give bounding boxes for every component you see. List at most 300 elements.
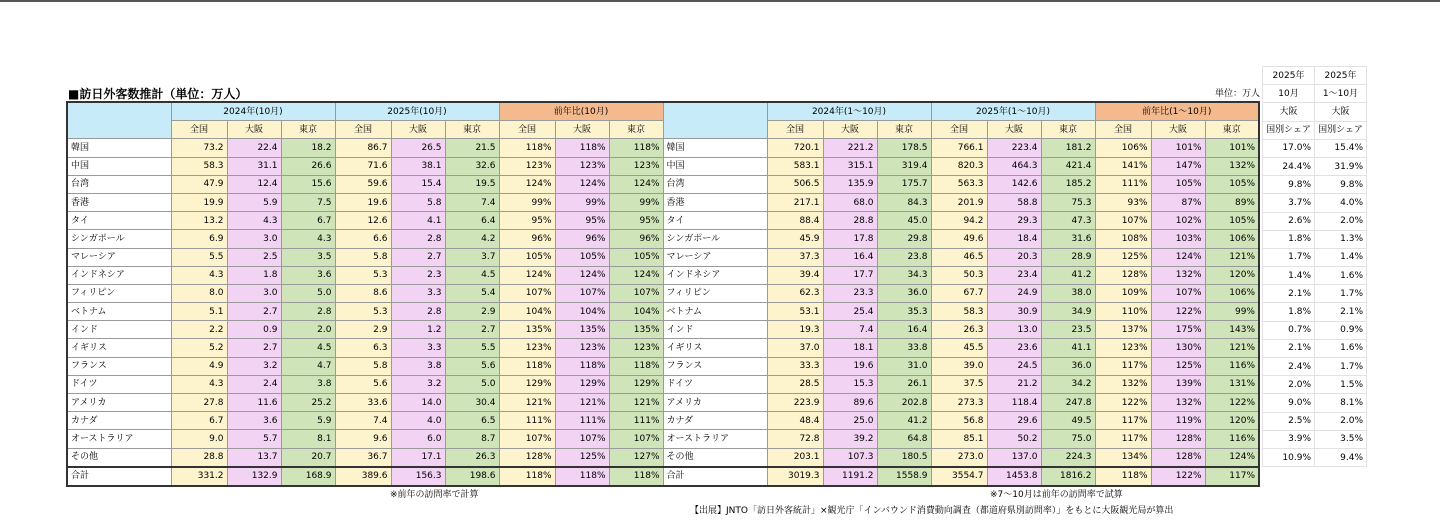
value-cell: 25.0 [823, 412, 877, 430]
value-cell: 26.5 [391, 139, 445, 157]
value-cell: 7.4 [335, 412, 391, 430]
share-cell: 2.1% [1315, 303, 1367, 321]
value-cell: 5.0 [445, 375, 499, 393]
country-name: イギリス [67, 339, 171, 357]
value-cell: 118% [1095, 467, 1151, 486]
share-cell: 24.4% [1263, 157, 1315, 175]
value-cell: 5.5 [445, 339, 499, 357]
share-row [1263, 176, 1367, 194]
value-cell: 5.8 [391, 193, 445, 211]
table-row [67, 230, 1259, 248]
value-cell: 132% [1151, 266, 1205, 284]
value-cell: 38.0 [1041, 284, 1095, 302]
table-row [67, 175, 1259, 193]
value-cell: 73.2 [171, 139, 227, 157]
value-cell: 95% [499, 212, 555, 230]
value-cell: 0.9 [227, 321, 281, 339]
value-cell: 5.3 [335, 266, 391, 284]
top-border-line [0, 0, 1440, 2]
country-name: アメリカ [67, 394, 171, 412]
value-cell: 53.1 [767, 303, 823, 321]
value-cell: 106% [1205, 230, 1259, 248]
share-cell: 9.0% [1263, 394, 1315, 412]
value-cell: 5.6 [445, 357, 499, 375]
value-cell: 117% [1095, 430, 1151, 448]
value-cell: 4.3 [171, 266, 227, 284]
value-cell: 25.2 [281, 394, 335, 412]
value-cell: 19.9 [171, 193, 227, 211]
country-name: インドネシア [67, 266, 171, 284]
share-row [1263, 285, 1367, 303]
value-cell: 105% [609, 248, 663, 266]
value-cell: 105% [1205, 175, 1259, 193]
value-cell: 5.8 [335, 248, 391, 266]
value-cell: 1558.9 [877, 467, 931, 486]
country-name: その他 [663, 448, 767, 467]
country-name: イギリス [663, 339, 767, 357]
value-cell: 223.4 [987, 139, 1041, 157]
value-cell: 121% [609, 394, 663, 412]
share-row [1263, 230, 1367, 248]
country-name: マレーシア [663, 248, 767, 266]
value-cell: 3.6 [281, 266, 335, 284]
value-cell: 3.5 [281, 248, 335, 266]
value-cell: 123% [499, 339, 555, 357]
country-name: 香港 [663, 193, 767, 211]
region-header: 東京 [281, 121, 335, 139]
value-cell: 68.0 [823, 193, 877, 211]
value-cell: 31.6 [1041, 230, 1095, 248]
value-cell: 41.2 [877, 412, 931, 430]
share-label-ytd: 国別シェア [1315, 121, 1367, 139]
value-cell: 29.8 [877, 230, 931, 248]
value-cell: 4.0 [391, 412, 445, 430]
value-cell: 128% [1151, 430, 1205, 448]
value-cell: 95% [555, 212, 609, 230]
value-cell: 118% [555, 139, 609, 157]
share-cell: 1.8% [1263, 230, 1315, 248]
value-cell: 14.0 [391, 394, 445, 412]
value-cell: 21.5 [445, 139, 499, 157]
value-cell: 26.3 [445, 448, 499, 467]
table-row [67, 339, 1259, 357]
value-cell: 15.6 [281, 175, 335, 193]
value-cell: 28.9 [1041, 248, 1095, 266]
value-cell: 107% [609, 284, 663, 302]
header-2024-ytd: 2024年(1～10月) [767, 102, 931, 121]
value-cell: 121% [499, 394, 555, 412]
value-cell: 7.4 [823, 321, 877, 339]
value-cell: 19.5 [445, 175, 499, 193]
country-name: インド [67, 321, 171, 339]
value-cell: 131% [1205, 375, 1259, 393]
value-cell: 5.3 [335, 303, 391, 321]
value-cell: 89% [1205, 193, 1259, 211]
value-cell: 19.3 [767, 321, 823, 339]
value-cell: 24.9 [987, 284, 1041, 302]
value-cell: 1.2 [391, 321, 445, 339]
value-cell: 1453.8 [987, 467, 1041, 486]
value-cell: 105% [555, 248, 609, 266]
value-cell: 33.3 [767, 357, 823, 375]
value-cell: 89.6 [823, 394, 877, 412]
value-cell: 84.3 [877, 193, 931, 211]
share-cell: 2.0% [1315, 412, 1367, 430]
value-cell: 107% [499, 284, 555, 302]
value-cell: 111% [1095, 175, 1151, 193]
value-cell: 47.3 [1041, 212, 1095, 230]
value-cell: 137% [1095, 321, 1151, 339]
value-cell: 180.5 [877, 448, 931, 467]
value-cell: 120% [1205, 266, 1259, 284]
share-row [1263, 376, 1367, 394]
value-cell: 2.0 [281, 321, 335, 339]
value-cell: 143% [1205, 321, 1259, 339]
value-cell: 99% [499, 193, 555, 211]
value-cell: 273.0 [931, 448, 987, 467]
region-header: 東京 [445, 121, 499, 139]
value-cell: 123% [555, 339, 609, 357]
share-row [1263, 139, 1367, 157]
value-cell: 99% [555, 193, 609, 211]
share-cell: 1.7% [1315, 285, 1367, 303]
value-cell: 22.4 [227, 139, 281, 157]
value-cell: 128% [1151, 448, 1205, 467]
table-row [67, 157, 1259, 175]
country-name: 合計 [663, 467, 767, 486]
value-cell: 111% [499, 412, 555, 430]
value-cell: 58.8 [987, 193, 1041, 211]
value-cell: 2.7 [391, 248, 445, 266]
country-name: 韓国 [67, 139, 171, 157]
note-right: ※7～10月は前年の訪問率で試算 [990, 490, 1123, 500]
value-cell: 13.2 [171, 212, 227, 230]
value-cell: 102% [1151, 212, 1205, 230]
share-header-period [1263, 85, 1367, 103]
value-cell: 13.0 [987, 321, 1041, 339]
country-name: フィリピン [67, 284, 171, 302]
value-cell: 20.7 [281, 448, 335, 467]
value-cell: 123% [1095, 339, 1151, 357]
value-cell: 36.0 [877, 284, 931, 302]
visitor-estimate-table [66, 101, 1260, 487]
value-cell: 1816.2 [1041, 467, 1095, 486]
value-cell: 62.3 [767, 284, 823, 302]
share-row [1263, 212, 1367, 230]
value-cell: 122% [1095, 394, 1151, 412]
value-cell: 33.8 [877, 339, 931, 357]
value-cell: 17.1 [391, 448, 445, 467]
value-cell: 111% [609, 412, 663, 430]
value-cell: 15.3 [823, 375, 877, 393]
table-row [67, 394, 1259, 412]
share-cell: 17.0% [1263, 139, 1315, 157]
region-header: 全国 [931, 121, 987, 139]
share-label-month: 国別シェア [1263, 121, 1315, 139]
region-header: 大阪 [555, 121, 609, 139]
value-cell: 24.5 [987, 357, 1041, 375]
share-cell: 2.5% [1263, 412, 1315, 430]
value-cell: 18.4 [987, 230, 1041, 248]
value-cell: 6.9 [171, 230, 227, 248]
country-name: その他 [67, 448, 171, 467]
share-cell: 2.6% [1263, 212, 1315, 230]
value-cell: 124% [1151, 248, 1205, 266]
value-cell: 49.6 [931, 230, 987, 248]
value-cell: 118% [609, 357, 663, 375]
value-cell: 129% [609, 375, 663, 393]
share-cell: 2.0% [1315, 212, 1367, 230]
share-row [1263, 303, 1367, 321]
value-cell: 583.1 [767, 157, 823, 175]
share-cell: 0.9% [1315, 321, 1367, 339]
value-cell: 123% [609, 339, 663, 357]
country-name: カナダ [663, 412, 767, 430]
value-cell: 8.7 [445, 430, 499, 448]
value-cell: 121% [555, 394, 609, 412]
share-cell: 2.1% [1263, 339, 1315, 357]
value-cell: 31.0 [877, 357, 931, 375]
value-cell: 7.4 [445, 193, 499, 211]
share-cell: 1.5% [1315, 376, 1367, 394]
value-cell: 96% [609, 230, 663, 248]
value-cell: 137.0 [987, 448, 1041, 467]
value-cell: 125% [1151, 357, 1205, 375]
value-cell: 18.1 [823, 339, 877, 357]
value-cell: 223.9 [767, 394, 823, 412]
country-name: オーストラリア [67, 430, 171, 448]
value-cell: 88.4 [767, 212, 823, 230]
value-cell: 185.2 [1041, 175, 1095, 193]
value-cell: 29.3 [987, 212, 1041, 230]
value-cell: 506.5 [767, 175, 823, 193]
value-cell: 107.3 [823, 448, 877, 467]
table-row [67, 448, 1259, 467]
value-cell: 2.9 [335, 321, 391, 339]
note-left: ※前年の訪問率で計算 [390, 490, 479, 500]
table-row [67, 412, 1259, 430]
share-year-month: 2025年 [1263, 67, 1315, 85]
value-cell: 99% [609, 193, 663, 211]
value-cell: 3.0 [227, 284, 281, 302]
value-cell: 47.9 [171, 175, 227, 193]
value-cell: 107% [555, 284, 609, 302]
value-cell: 141% [1095, 157, 1151, 175]
value-cell: 96% [555, 230, 609, 248]
value-cell: 2.5 [227, 248, 281, 266]
region-header: 全国 [171, 121, 227, 139]
table-row [67, 321, 1259, 339]
value-cell: 104% [555, 303, 609, 321]
value-cell: 124% [555, 175, 609, 193]
value-cell: 104% [609, 303, 663, 321]
country-name: 中国 [67, 157, 171, 175]
unit-label: 単位：万人 [1214, 89, 1260, 99]
share-row [1263, 448, 1367, 466]
value-cell: 4.9 [171, 357, 227, 375]
value-cell: 121% [1205, 248, 1259, 266]
value-cell: 3.0 [227, 230, 281, 248]
country-header-right [663, 102, 767, 139]
value-cell: 23.6 [987, 339, 1041, 357]
share-header-year [1263, 67, 1367, 85]
value-cell: 4.2 [445, 230, 499, 248]
value-cell: 7.5 [281, 193, 335, 211]
value-cell: 8.1 [281, 430, 335, 448]
share-region-ytd: 大阪 [1315, 103, 1367, 121]
share-row [1263, 412, 1367, 430]
value-cell: 25.4 [823, 303, 877, 321]
share-cell: 1.4% [1315, 248, 1367, 266]
value-cell: 21.2 [987, 375, 1041, 393]
total-row [67, 467, 1259, 486]
value-cell: 9.6 [335, 430, 391, 448]
value-cell: 49.5 [1041, 412, 1095, 430]
value-cell: 101% [1205, 139, 1259, 157]
value-cell: 16.4 [877, 321, 931, 339]
country-name: ベトナム [663, 303, 767, 321]
share-cell: 15.4% [1315, 139, 1367, 157]
share-cell: 2.0% [1263, 376, 1315, 394]
value-cell: 3019.3 [767, 467, 823, 486]
value-cell: 3.8 [391, 357, 445, 375]
value-cell: 119% [1151, 412, 1205, 430]
share-row [1263, 157, 1367, 175]
value-cell: 2.2 [171, 321, 227, 339]
share-cell: 8.1% [1315, 394, 1367, 412]
value-cell: 34.9 [1041, 303, 1095, 321]
value-cell: 156.3 [391, 467, 445, 486]
value-cell: 118% [499, 139, 555, 157]
value-cell: 117% [1095, 357, 1151, 375]
value-cell: 36.0 [1041, 357, 1095, 375]
value-cell: 34.3 [877, 266, 931, 284]
value-cell: 124% [555, 266, 609, 284]
share-cell: 3.7% [1263, 194, 1315, 212]
share-row [1263, 339, 1367, 357]
value-cell: 123% [499, 157, 555, 175]
value-cell: 6.0 [391, 430, 445, 448]
value-cell: 4.5 [281, 339, 335, 357]
value-cell: 3.3 [391, 284, 445, 302]
share-cell: 3.5% [1315, 430, 1367, 448]
value-cell: 23.5 [1041, 321, 1095, 339]
value-cell: 28.5 [767, 375, 823, 393]
region-header: 東京 [609, 121, 663, 139]
table-body [67, 139, 1259, 486]
value-cell: 118% [555, 467, 609, 486]
value-cell: 128% [1095, 266, 1151, 284]
value-cell: 2.4 [227, 375, 281, 393]
value-cell: 107% [555, 430, 609, 448]
value-cell: 128% [499, 448, 555, 467]
value-cell: 117% [1205, 467, 1259, 486]
share-cell: 2.1% [1263, 285, 1315, 303]
value-cell: 2.7 [445, 321, 499, 339]
value-cell: 132% [1205, 157, 1259, 175]
value-cell: 118% [609, 467, 663, 486]
table-row [67, 248, 1259, 266]
value-cell: 86.7 [335, 139, 391, 157]
value-cell: 107% [1095, 212, 1151, 230]
value-cell: 4.3 [281, 230, 335, 248]
value-cell: 36.7 [335, 448, 391, 467]
value-cell: 45.0 [877, 212, 931, 230]
value-cell: 124% [1205, 448, 1259, 467]
value-cell: 106% [1205, 284, 1259, 302]
value-cell: 118.4 [987, 394, 1041, 412]
value-cell: 120% [1205, 412, 1259, 430]
value-cell: 5.6 [335, 375, 391, 393]
value-cell: 273.3 [931, 394, 987, 412]
value-cell: 122% [1205, 394, 1259, 412]
header-yoy-ytd: 前年比(1～10月) [1095, 102, 1259, 121]
value-cell: 175.7 [877, 175, 931, 193]
value-cell: 123% [555, 157, 609, 175]
country-name: シンガポール [67, 230, 171, 248]
share-cell: 2.4% [1263, 358, 1315, 376]
table-row [67, 266, 1259, 284]
country-name: インド [663, 321, 767, 339]
value-cell: 123% [609, 157, 663, 175]
value-cell: 56.8 [931, 412, 987, 430]
value-cell: 5.8 [335, 357, 391, 375]
region-header: 大阪 [1151, 121, 1205, 139]
value-cell: 8.0 [171, 284, 227, 302]
share-row [1263, 358, 1367, 376]
value-cell: 106% [1095, 139, 1151, 157]
value-cell: 135.9 [823, 175, 877, 193]
value-cell: 45.5 [931, 339, 987, 357]
value-cell: 39.0 [931, 357, 987, 375]
header-2025-month: 2025年(10月) [335, 102, 499, 121]
value-cell: 147% [1151, 157, 1205, 175]
share-region-month: 大阪 [1263, 103, 1315, 121]
value-cell: 12.6 [335, 212, 391, 230]
value-cell: 464.3 [987, 157, 1041, 175]
value-cell: 50.3 [931, 266, 987, 284]
value-cell: 23.4 [987, 266, 1041, 284]
share-period-ytd: 1～10月 [1315, 85, 1367, 103]
country-name: タイ [67, 212, 171, 230]
value-cell: 29.6 [987, 412, 1041, 430]
value-cell: 48.4 [767, 412, 823, 430]
value-cell: 2.7 [227, 303, 281, 321]
value-cell: 129% [499, 375, 555, 393]
value-cell: 132% [1151, 394, 1205, 412]
country-name: シンガポール [663, 230, 767, 248]
value-cell: 127% [609, 448, 663, 467]
value-cell: 2.9 [445, 303, 499, 321]
value-cell: 30.4 [445, 394, 499, 412]
value-cell: 178.5 [877, 139, 931, 157]
value-cell: 37.0 [767, 339, 823, 357]
table-row [67, 357, 1259, 375]
country-header-left [67, 102, 171, 139]
region-header: 東京 [1041, 121, 1095, 139]
value-cell: 59.6 [335, 175, 391, 193]
value-cell: 37.3 [767, 248, 823, 266]
table-row [67, 303, 1259, 321]
header-2024-month: 2024年(10月) [171, 102, 335, 121]
value-cell: 41.2 [1041, 266, 1095, 284]
value-cell: 16.4 [823, 248, 877, 266]
value-cell: 105% [499, 248, 555, 266]
share-header-label [1263, 121, 1367, 139]
share-row [1263, 267, 1367, 285]
region-header: 大阪 [227, 121, 281, 139]
share-row [1263, 248, 1367, 266]
